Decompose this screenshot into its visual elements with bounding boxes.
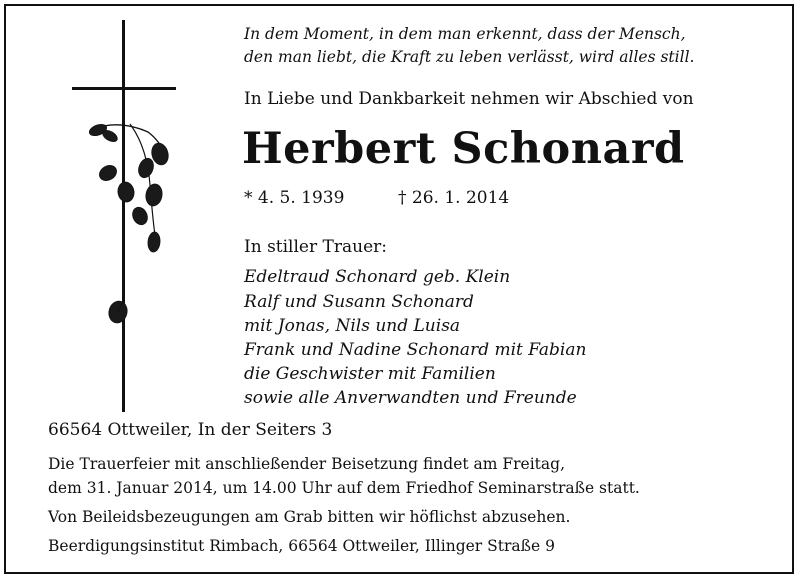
- mourner-line: Edeltraud Schonard geb. Klein: [244, 267, 511, 287]
- funeral-notice-line-1: Die Trauerfeier mit anschließender Beisetzung findet am Freitag,: [48, 455, 566, 473]
- death-date: † 26. 1. 2014: [398, 188, 510, 208]
- mourners-heading: In stiller Trauer:: [244, 237, 387, 257]
- mourner-line: sowie alle Anverwandten und Freunde: [244, 388, 577, 408]
- intro-text: In Liebe und Dankbarkeit nehmen wir Abschied von: [244, 89, 694, 109]
- condolence-note: Von Beileidsbezeugungen am Grab bitten wir höflichst abzusehen.: [48, 508, 571, 526]
- quote-line-2: den man liebt, die Kraft zu leben verlässt, wird alles still.: [244, 48, 695, 66]
- deceased-name: Herbert Schonard: [242, 124, 685, 174]
- quote-line-1: In dem Moment, in dem man erkennt, dass der Mensch,: [244, 25, 686, 43]
- mourner-line: Frank und Nadine Schonard mit Fabian: [244, 340, 587, 360]
- birth-date: * 4. 5. 1939: [244, 188, 345, 208]
- undertaker-info: Beerdigungsinstitut Rimbach, 66564 Ottweiler, Illinger Straße 9: [48, 537, 555, 555]
- family-address: 66564 Ottweiler, In der Seiters 3: [48, 420, 333, 440]
- cross-with-twig-icon: [70, 20, 190, 420]
- mourner-line: mit Jonas, Nils und Luisa: [244, 316, 461, 336]
- mourner-line: Ralf und Susann Schonard: [244, 292, 474, 312]
- mourner-line: die Geschwister mit Familien: [244, 364, 496, 384]
- funeral-notice-line-2: dem 31. Januar 2014, um 14.00 Uhr auf dem Friedhof Seminarstraße statt.: [48, 479, 640, 497]
